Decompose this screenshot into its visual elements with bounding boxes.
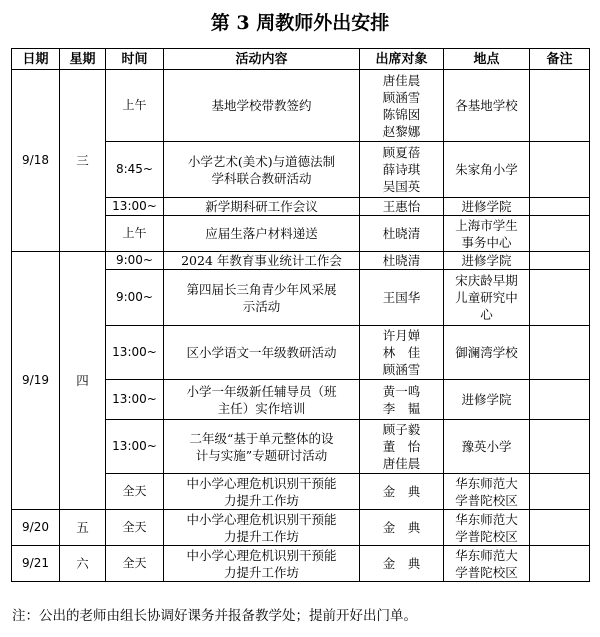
time-cell: 8:45~ — [106, 142, 164, 198]
place-cell: 各基地学校 — [444, 70, 530, 142]
place-cell: 御澜湾学校 — [444, 326, 530, 380]
place-cell: 朱家角小学 — [444, 142, 530, 198]
place-cell: 上海市学生 事务中心 — [444, 216, 530, 252]
note-cell — [530, 252, 590, 270]
attendees-cell: 王惠怡 — [360, 198, 444, 216]
schedule-table — [11, 48, 590, 582]
note-cell — [530, 142, 590, 198]
date-cell: 9/21 — [12, 546, 60, 582]
time-cell: 9:00~ — [106, 270, 164, 326]
header-place: 地点 — [444, 49, 530, 70]
table-row — [12, 70, 590, 142]
header-weekday: 星期 — [60, 49, 106, 70]
note-cell — [530, 546, 590, 582]
note-cell — [530, 198, 590, 216]
note-cell — [530, 270, 590, 326]
table-row — [12, 546, 590, 582]
attendees-cell: 顾夏蓓 薛诗琪 吴国英 — [360, 142, 444, 198]
attendees-cell: 金 典 — [360, 546, 444, 582]
place-cell: 进修学院 — [444, 198, 530, 216]
activity-cell: 中小学心理危机识别干预能 力提升工作坊 — [164, 546, 360, 582]
place-cell: 华东师范大 学普陀校区 — [444, 510, 530, 546]
activity-cell: 中小学心理危机识别干预能 力提升工作坊 — [164, 510, 360, 546]
note-cell — [530, 216, 590, 252]
attendees-cell: 金 典 — [360, 474, 444, 510]
time-cell: 上午 — [106, 70, 164, 142]
date-cell: 9/19 — [12, 252, 60, 510]
header-activity: 活动内容 — [164, 49, 360, 70]
activity-cell: 中小学心理危机识别干预能 力提升工作坊 — [164, 474, 360, 510]
place-cell: 进修学院 — [444, 380, 530, 420]
header-row — [12, 49, 590, 70]
activity-cell: 小学一年级新任辅导员（班 主任）实作培训 — [164, 380, 360, 420]
footnote: 注：公出的老师由组长协调好课务并报备教学处；提前开好出门单。 — [12, 608, 417, 624]
attendees-cell: 金 典 — [360, 510, 444, 546]
attendees-cell: 唐佳晨 顾涵雪 陈锦囡 赵黎娜 — [360, 70, 444, 142]
table-row — [12, 510, 590, 546]
activity-cell: 新学期科研工作会议 — [164, 198, 360, 216]
time-cell: 13:00~ — [106, 326, 164, 380]
header-attendees: 出席对象 — [360, 49, 444, 70]
activity-cell: 基地学校带教签约 — [164, 70, 360, 142]
activity-cell: 2024 年教育事业统计工作会 — [164, 252, 360, 270]
attendees-cell: 顾子毅 董 怡 唐佳晨 — [360, 420, 444, 474]
note-cell — [530, 70, 590, 142]
weekday-cell: 四 — [60, 252, 106, 510]
time-cell: 9:00~ — [106, 252, 164, 270]
header-note: 备注 — [530, 49, 590, 70]
place-cell: 华东师范大 学普陀校区 — [444, 546, 530, 582]
time-cell: 13:00~ — [106, 420, 164, 474]
note-cell — [530, 380, 590, 420]
place-cell: 进修学院 — [444, 252, 530, 270]
attendees-cell: 杜晓清 — [360, 216, 444, 252]
note-cell — [530, 326, 590, 380]
time-cell: 全天 — [106, 546, 164, 582]
date-cell: 9/20 — [12, 510, 60, 546]
header-time: 时间 — [106, 49, 164, 70]
header-date: 日期 — [12, 49, 60, 70]
attendees-cell: 杜晓清 — [360, 252, 444, 270]
attendees-cell: 黄一鸣 李 韫 — [360, 380, 444, 420]
place-cell: 宋庆龄早期 儿童研究中 心 — [444, 270, 530, 326]
weekday-cell: 五 — [60, 510, 106, 546]
page-title: 第 3 周教师外出安排 — [210, 12, 390, 34]
time-cell: 上午 — [106, 216, 164, 252]
place-cell: 华东师范大 学普陀校区 — [444, 474, 530, 510]
activity-cell: 二年级“基于单元整体的设 计与实施”专题研讨活动 — [164, 420, 360, 474]
attendees-cell: 王国华 — [360, 270, 444, 326]
date-cell: 9/18 — [12, 70, 60, 252]
place-cell: 豫英小学 — [444, 420, 530, 474]
time-cell: 13:00~ — [106, 198, 164, 216]
weekday-cell: 六 — [60, 546, 106, 582]
activity-cell: 小学艺术(美术)与道德法制 学科联合教研活动 — [164, 142, 360, 198]
time-cell: 全天 — [106, 474, 164, 510]
time-cell: 13:00~ — [106, 380, 164, 420]
note-cell — [530, 474, 590, 510]
time-cell: 全天 — [106, 510, 164, 546]
note-cell — [530, 420, 590, 474]
activity-cell: 第四届长三角青少年风采展 示活动 — [164, 270, 360, 326]
note-cell — [530, 510, 590, 546]
attendees-cell: 许月婵 林 佳 顾涵雪 — [360, 326, 444, 380]
weekday-cell: 三 — [60, 70, 106, 252]
activity-cell: 区小学语文一年级教研活动 — [164, 326, 360, 380]
activity-cell: 应届生落户材料递送 — [164, 216, 360, 252]
table-row — [12, 252, 590, 270]
